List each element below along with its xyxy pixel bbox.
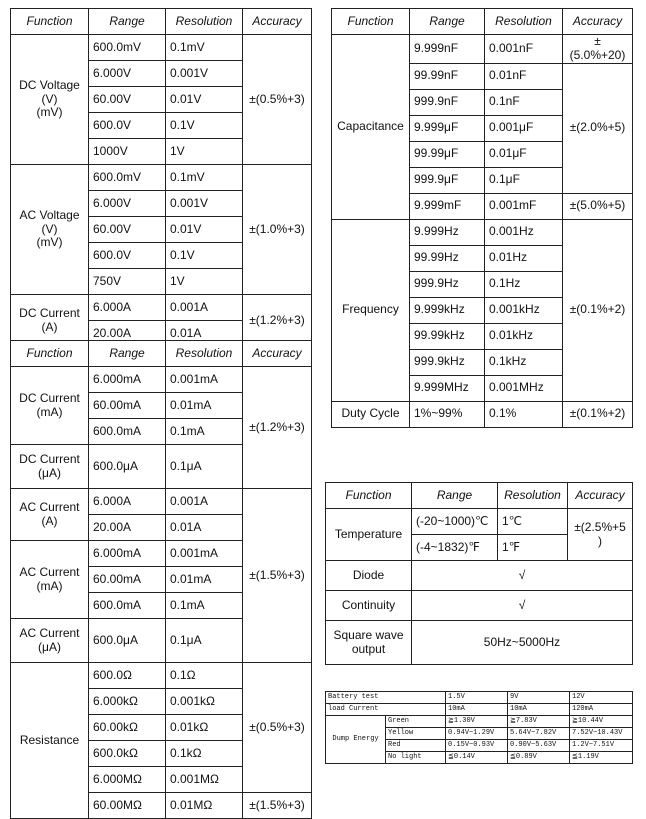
- range-cell: 600.0V: [89, 243, 166, 269]
- header-range: Range: [89, 9, 166, 35]
- range-cell: 60.00MΩ: [89, 793, 166, 819]
- sublabel-cell: Yellow: [386, 728, 446, 740]
- resolution-cell: 0.001V: [166, 61, 243, 87]
- resolution-cell: 0.01MΩ: [166, 793, 243, 819]
- range-cell: 6.000kΩ: [89, 689, 166, 715]
- resolution-cell: 1V: [166, 139, 243, 165]
- resolution-cell: 0.01nF: [485, 63, 563, 89]
- accuracy-cell: ±(0.1%+2): [563, 401, 633, 427]
- resolution-cell: 0.001MHz: [485, 375, 563, 401]
- value-cell: 12V: [570, 692, 633, 704]
- label-cell: load Current: [326, 704, 446, 716]
- resolution-cell: 0.1V: [166, 243, 243, 269]
- current-resistance-spec-table: [10, 340, 312, 819]
- resolution-cell: 0.01μF: [485, 141, 563, 167]
- resolution-cell: 0.001A: [166, 489, 243, 515]
- accuracy-cell: ±(1.2%+3): [243, 295, 312, 347]
- resolution-cell: 0.1μA: [166, 445, 243, 489]
- resolution-cell: 0.1μF: [485, 167, 563, 193]
- range-cell: 60.00V: [89, 87, 166, 113]
- accuracy-cell: ±(0.1%+2): [563, 219, 633, 401]
- resolution-cell: 0.001nF: [485, 35, 563, 64]
- range-cell: 6.000A: [89, 295, 166, 321]
- range-cell: 20.00A: [89, 515, 166, 541]
- accuracy-cell: ±(1.2%+3): [243, 367, 312, 489]
- range-cell: 600.0μA: [89, 445, 166, 489]
- range-cell: 1000V: [89, 139, 166, 165]
- header-resolution: Resolution: [498, 483, 568, 509]
- value-cell: 50Hz~5000Hz: [412, 621, 633, 665]
- resolution-cell: 0.01A: [166, 515, 243, 541]
- accuracy-cell: ±(2.5%+5 ): [568, 509, 633, 561]
- function-cell: Frequency: [332, 219, 410, 401]
- range-cell: 6.000mA: [89, 541, 166, 567]
- range-cell: 99.99Hz: [410, 245, 485, 271]
- function-cell: Square wave output: [326, 621, 412, 665]
- range-cell: 6.000V: [89, 191, 166, 217]
- resolution-cell: 0.1Hz: [485, 271, 563, 297]
- resolution-cell: 0.001A: [166, 295, 243, 321]
- range-cell: 9.999kHz: [410, 297, 485, 323]
- range-cell: 60.00mA: [89, 393, 166, 419]
- resolution-cell: 0.1mA: [166, 419, 243, 445]
- battery-test-table: [325, 691, 633, 764]
- header-range: Range: [412, 483, 498, 509]
- value-cell: 7.52V~10.43V: [570, 728, 633, 740]
- function-cell: Temperature: [326, 509, 412, 561]
- function-cell: AC Current (mA): [11, 541, 89, 619]
- temperature-misc-spec-table: [325, 482, 633, 665]
- range-cell: 999.9kHz: [410, 349, 485, 375]
- accuracy-cell: ±(0.5%+3): [243, 35, 312, 165]
- header-function: Function: [11, 341, 89, 367]
- resolution-cell: 0.001mA: [166, 367, 243, 393]
- range-cell: 99.99μF: [410, 141, 485, 167]
- resolution-cell: 0.1V: [166, 113, 243, 139]
- header-accuracy: Accuracy: [563, 9, 633, 35]
- value-cell: ≦0.89V: [508, 752, 570, 764]
- range-cell: 1%~99%: [410, 401, 485, 427]
- accuracy-cell: ±(1.0%+3): [243, 165, 312, 295]
- range-cell: 9.999MHz: [410, 375, 485, 401]
- resolution-cell: 0.01kHz: [485, 323, 563, 349]
- accuracy-cell: ±(1.5%+3): [243, 489, 312, 663]
- resolution-cell: 0.1μA: [166, 619, 243, 663]
- value-cell: √: [412, 561, 633, 591]
- header-accuracy: Accuracy: [243, 341, 312, 367]
- resolution-cell: 0.001V: [166, 191, 243, 217]
- range-cell: 9.999Hz: [410, 219, 485, 245]
- range-cell: 99.99nF: [410, 63, 485, 89]
- resolution-cell: 0.001MΩ: [166, 767, 243, 793]
- resolution-cell: 0.01mA: [166, 393, 243, 419]
- header-function: Function: [11, 9, 89, 35]
- value-cell: √: [412, 591, 633, 621]
- range-cell: 99.99kHz: [410, 323, 485, 349]
- resolution-cell: 0.1mV: [166, 35, 243, 61]
- resolution-cell: 0.1mA: [166, 593, 243, 619]
- range-cell: 600.0mV: [89, 165, 166, 191]
- resolution-cell: 1V: [166, 269, 243, 295]
- range-cell: 999.9μF: [410, 167, 485, 193]
- voltage-current-spec-table: [10, 8, 312, 347]
- value-cell: 0.90V~5.63V: [508, 740, 570, 752]
- resolution-cell: 0.01V: [166, 217, 243, 243]
- accuracy-cell: ±(0.5%+3): [243, 663, 312, 793]
- range-cell: 9.999μF: [410, 115, 485, 141]
- value-cell: 10mA: [508, 704, 570, 716]
- function-cell: AC Current (μA): [11, 619, 89, 663]
- resolution-cell: 0.001Hz: [485, 219, 563, 245]
- range-cell: 600.0mA: [89, 419, 166, 445]
- header-accuracy: Accuracy: [568, 483, 633, 509]
- accuracy-cell: ±(5.0%+5): [563, 193, 633, 219]
- header-range: Range: [410, 9, 485, 35]
- function-cell: Capacitance: [332, 35, 410, 220]
- range-cell: (-4~1832)℉: [412, 535, 498, 561]
- accuracy-cell: ±(1.5%+3): [243, 793, 312, 819]
- header-resolution: Resolution: [166, 9, 243, 35]
- header-range: Range: [89, 341, 166, 367]
- value-cell: ≦0.14V: [446, 752, 508, 764]
- range-cell: 9.999nF: [410, 35, 485, 64]
- function-cell: Resistance: [11, 663, 89, 819]
- range-cell: 60.00V: [89, 217, 166, 243]
- resolution-cell: 0.1nF: [485, 89, 563, 115]
- value-cell: ≧10.44V: [570, 716, 633, 728]
- range-cell: 600.0V: [89, 113, 166, 139]
- value-cell: ≦1.19V: [570, 752, 633, 764]
- header-function: Function: [326, 483, 412, 509]
- resolution-cell: 0.1%: [485, 401, 563, 427]
- resolution-cell: 0.01Hz: [485, 245, 563, 271]
- function-cell: DC Voltage (V) (mV): [11, 35, 89, 165]
- resolution-cell: 0.001kHz: [485, 297, 563, 323]
- resolution-cell: 0.001mA: [166, 541, 243, 567]
- sublabel-cell: No light: [386, 752, 446, 764]
- range-cell: (-20~1000)℃: [412, 509, 498, 535]
- value-cell: 9V: [508, 692, 570, 704]
- label-cell: Battery test: [326, 692, 446, 704]
- header-function: Function: [332, 9, 410, 35]
- resolution-cell: 0.01A: [166, 321, 243, 347]
- resolution-cell: 0.001μF: [485, 115, 563, 141]
- resolution-cell: 1℃: [498, 509, 568, 535]
- function-cell: AC Current (A): [11, 489, 89, 541]
- capacitance-frequency-spec-table: [331, 8, 633, 428]
- accuracy-cell: ±(5.0%+20): [563, 35, 633, 64]
- range-cell: 60.00kΩ: [89, 715, 166, 741]
- resolution-cell: 0.1Ω: [166, 663, 243, 689]
- value-cell: 5.64V~7.82V: [508, 728, 570, 740]
- range-cell: 600.0Ω: [89, 663, 166, 689]
- range-cell: 999.9Hz: [410, 271, 485, 297]
- header-accuracy: Accuracy: [243, 9, 312, 35]
- range-cell: 6.000mA: [89, 367, 166, 393]
- range-cell: 600.0mV: [89, 35, 166, 61]
- function-cell: AC Voltage (V) (mV): [11, 165, 89, 295]
- value-cell: ≧7.83V: [508, 716, 570, 728]
- resolution-cell: 0.01kΩ: [166, 715, 243, 741]
- resolution-cell: 0.01V: [166, 87, 243, 113]
- value-cell: 1.5V: [446, 692, 508, 704]
- function-cell: Duty Cycle: [332, 401, 410, 427]
- function-cell: DC Current (A): [11, 295, 89, 347]
- label-cell: Dump Energy: [326, 716, 386, 764]
- value-cell: 1.2V~7.51V: [570, 740, 633, 752]
- range-cell: 750V: [89, 269, 166, 295]
- resolution-cell: 0.1kΩ: [166, 741, 243, 767]
- value-cell: 120mA: [570, 704, 633, 716]
- range-cell: 20.00A: [89, 321, 166, 347]
- resolution-cell: 0.001kΩ: [166, 689, 243, 715]
- function-cell: DC Current (mA): [11, 367, 89, 445]
- range-cell: 999.9nF: [410, 89, 485, 115]
- range-cell: 6.000MΩ: [89, 767, 166, 793]
- function-cell: DC Current (μA): [11, 445, 89, 489]
- accuracy-cell: ±(2.0%+5): [563, 63, 633, 193]
- range-cell: 6.000A: [89, 489, 166, 515]
- function-cell: Continuity: [326, 591, 412, 621]
- sublabel-cell: Green: [386, 716, 446, 728]
- range-cell: 600.0mA: [89, 593, 166, 619]
- range-cell: 600.0kΩ: [89, 741, 166, 767]
- function-cell: Diode: [326, 561, 412, 591]
- header-resolution: Resolution: [485, 9, 563, 35]
- resolution-cell: 0.1mV: [166, 165, 243, 191]
- resolution-cell: 0.001mF: [485, 193, 563, 219]
- range-cell: 6.000V: [89, 61, 166, 87]
- resolution-cell: 0.1kHz: [485, 349, 563, 375]
- range-cell: 600.0μA: [89, 619, 166, 663]
- value-cell: 0.94V~1.29V: [446, 728, 508, 740]
- resolution-cell: 1℉: [498, 535, 568, 561]
- value-cell: 10mA: [446, 704, 508, 716]
- value-cell: 0.15V~0.93V: [446, 740, 508, 752]
- header-resolution: Resolution: [166, 341, 243, 367]
- sublabel-cell: Red: [386, 740, 446, 752]
- value-cell: ≧1.30V: [446, 716, 508, 728]
- range-cell: 60.00mA: [89, 567, 166, 593]
- range-cell: 9.999mF: [410, 193, 485, 219]
- resolution-cell: 0.01mA: [166, 567, 243, 593]
